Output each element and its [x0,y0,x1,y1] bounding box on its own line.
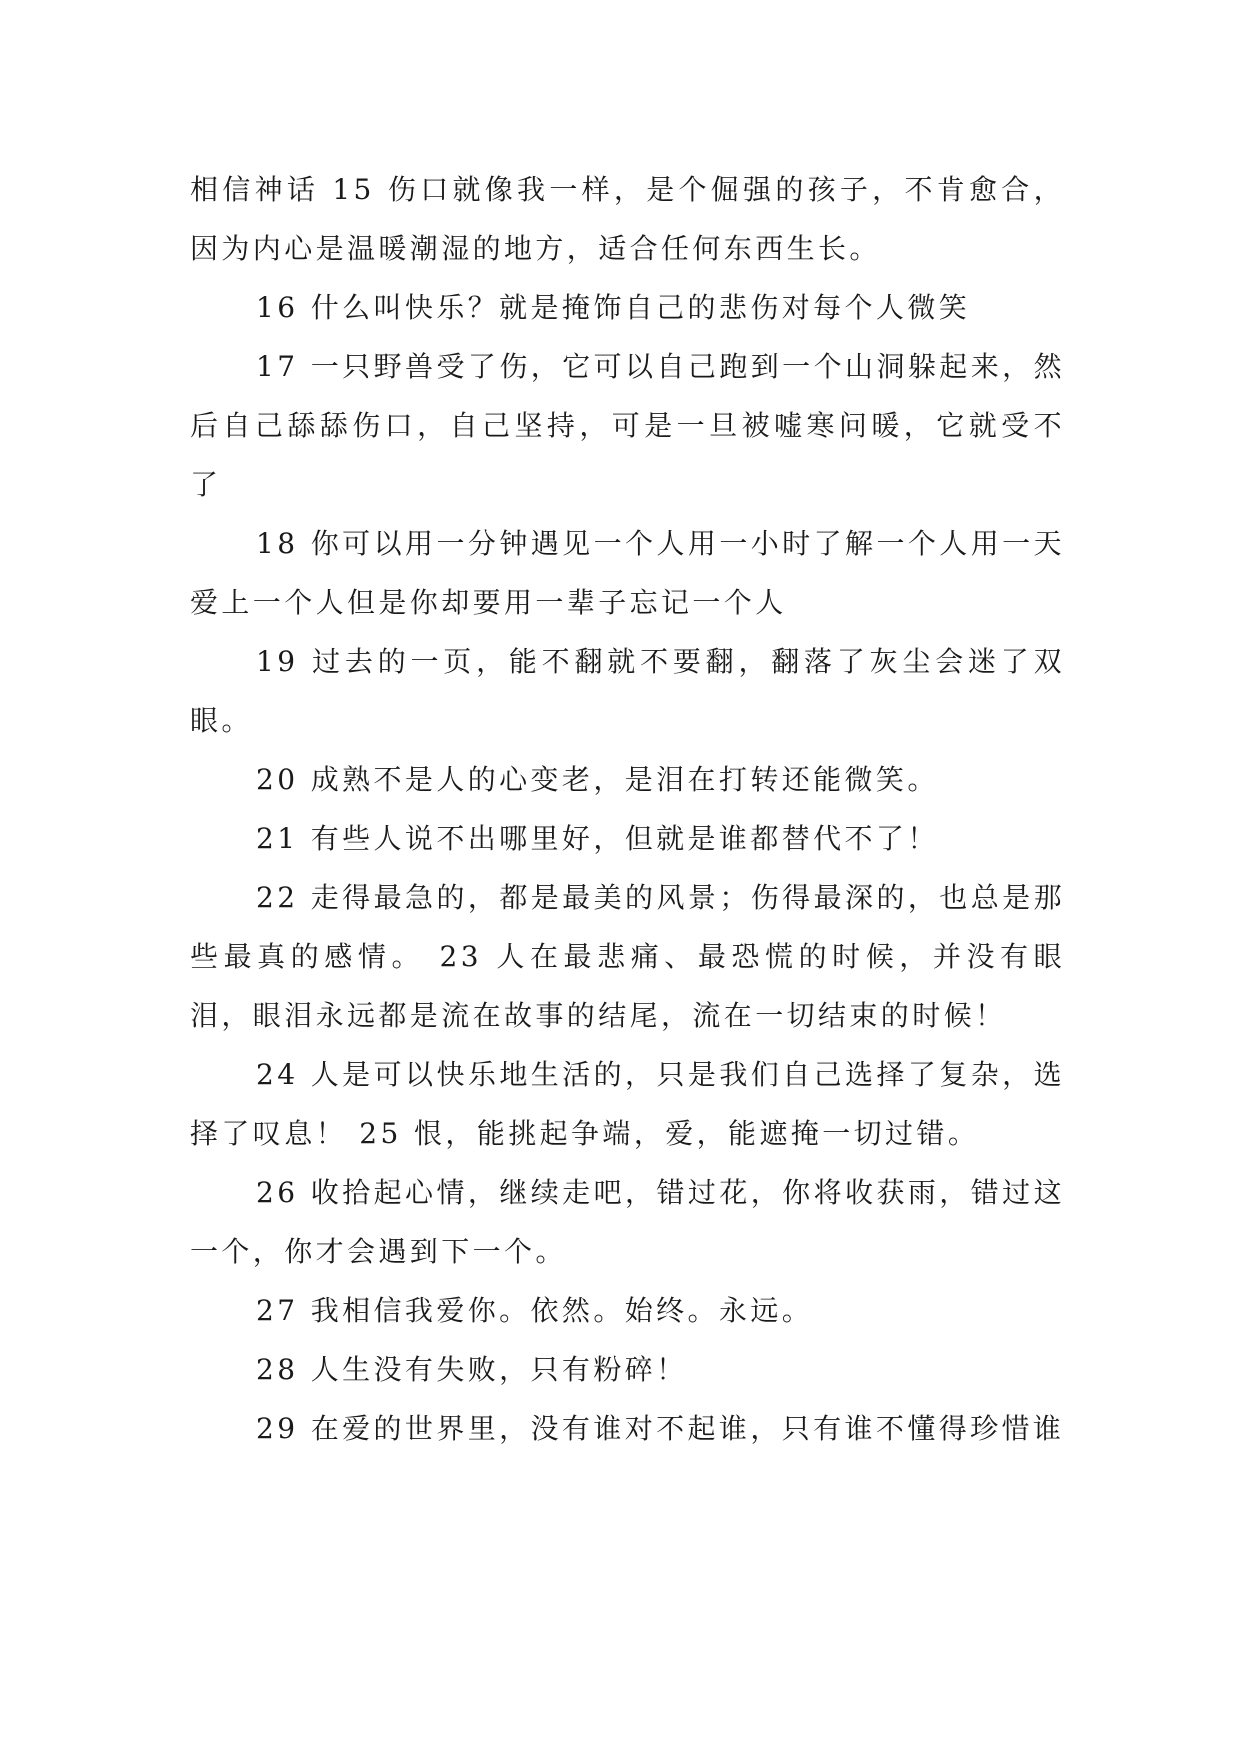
paragraph-29: 29 在爱的世界里，没有谁对不起谁，只有谁不懂得珍惜谁 [256,1412,1065,1445]
paragraph-27: 27 我相信我爱你。依然。始终。永远。 [256,1294,814,1327]
paragraph-15: 相信神话 15 伤口就像我一样，是个倔强的孩子，不肯愈合，因为内心是温暖潮湿的地方，适合任何东西生长。 [190,173,1065,265]
paragraph-28: 28 人生没有失败，只有粉碎！ [256,1353,688,1386]
paragraph-19: 19 过去的一页，能不翻就不要翻，翻落了灰尘会迷了双眼。 [190,645,1065,737]
paragraph-18: 18 你可以用一分钟遇见一个人用一小时了解一个人用一天爱上一个人但是你却要用一辈子忘记一个人 [190,527,1065,619]
paragraph-21: 21 有些人说不出哪里好，但就是谁都替代不了！ [256,822,939,855]
paragraph-24-25: 24 人是可以快乐地生活的，只是我们自己选择了复杂，选择了叹息！ 25 恨，能挑起争端，爱，能遮掩一切过错。 [190,1058,1065,1150]
body-text [190,160,1065,1458]
paragraph-22-23: 22 走得最急的，都是最美的风景；伤得最深的，也总是那些最真的感情。 23 人在最悲痛、最恐慌的时候，并没有眼泪，眼泪永远都是流在故事的结尾，流在一切结束的时候！ [190,881,1065,1032]
paragraph-26: 26 收拾起心情，继续走吧，错过花，你将收获雨，错过这一个，你才会遇到下一个。 [190,1176,1065,1268]
paragraph-16: 16 什么叫快乐？就是掩饰自己的悲伤对每个人微笑 [256,291,971,324]
paragraph-17: 17 一只野兽受了伤，它可以自己跑到一个山洞躲起来，然后自己舔舔伤口，自己坚持，可是一旦被嘘寒问暖，它就受不了 [190,350,1065,501]
paragraph-20: 20 成熟不是人的心变老，是泪在打转还能微笑。 [256,763,939,796]
